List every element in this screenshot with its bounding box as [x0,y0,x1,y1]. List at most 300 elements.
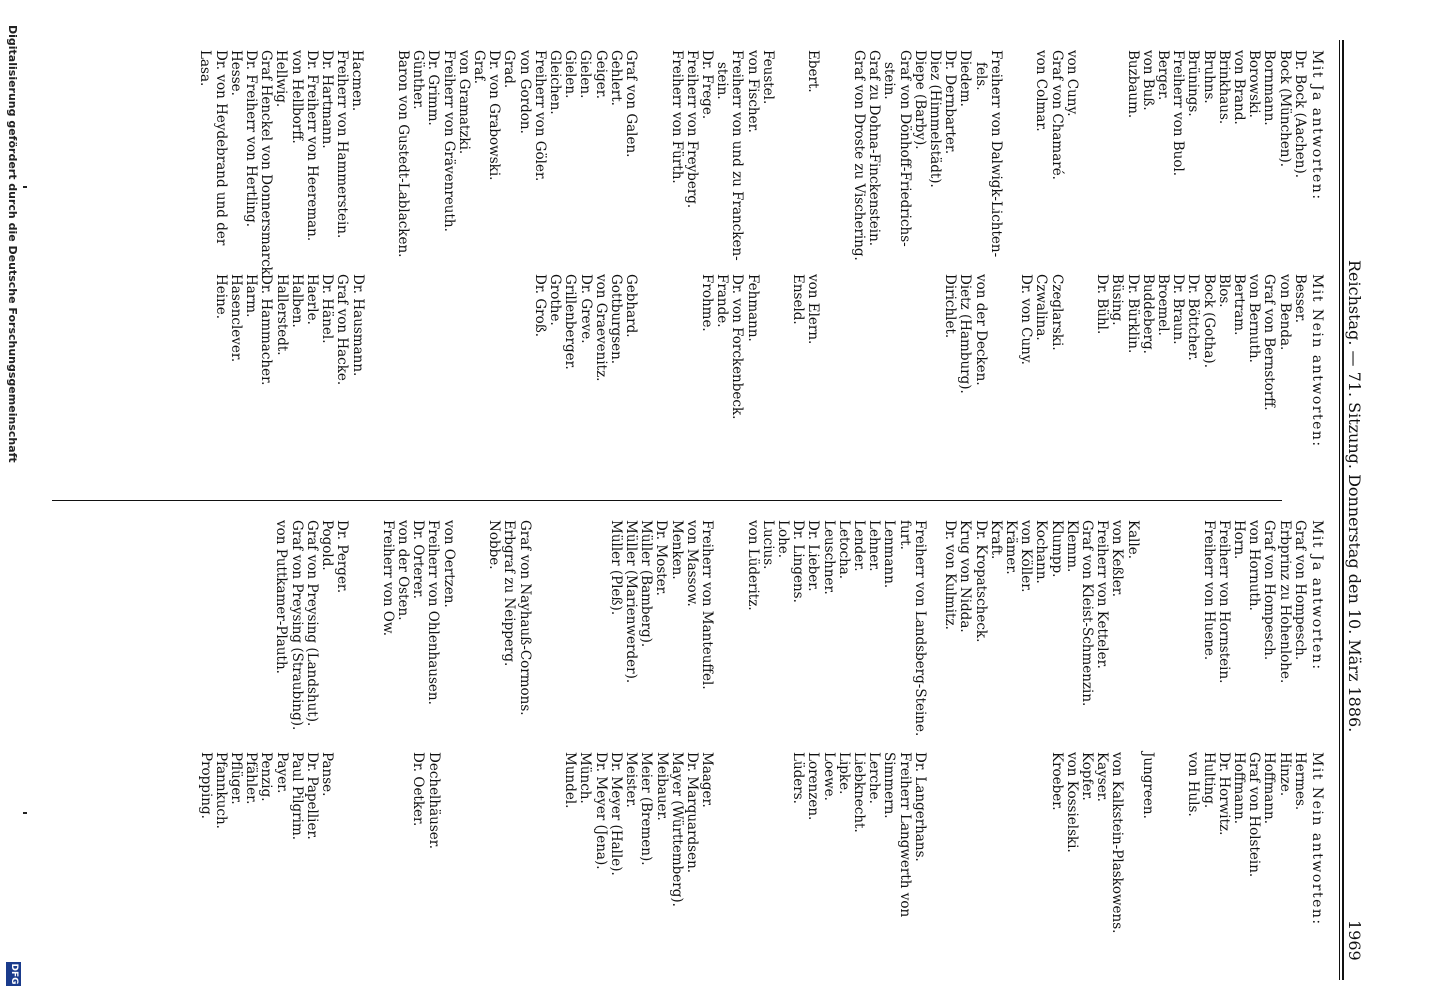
member-name: Dr. Orterer. [410,520,427,600]
member-name: Dr. Frege. [699,50,716,120]
member-name: Brünings. [1185,50,1202,117]
left-yes-column [197,50,1325,280]
member-name: Mayer (Württemberg). [668,752,685,907]
member-name: Kroeber. [1048,752,1065,811]
member-name: Dr. Kropatscheck. [972,520,989,643]
member-name: Lasa. [197,50,214,87]
member-name: Graf Henckel von Donnersmarck. [258,50,275,280]
right-no-column [197,752,1324,992]
member-name: Halben. [288,274,305,328]
spacer [349,520,364,750]
spacer [380,274,395,494]
spacer [972,752,987,992]
spacer [1155,520,1170,750]
member-name: Propping. [197,752,214,819]
spacer [456,752,471,992]
spacer [1124,752,1139,992]
member-name: Maager. [699,752,716,808]
member-name: Hoffmann. [1261,752,1278,825]
member-name: Münch. [577,752,594,804]
spacer [775,274,790,494]
member-name: Buddeberg. [1139,274,1156,354]
spacer [1064,274,1079,494]
member-name: Pflüger. [228,752,245,805]
column-divider [52,500,1282,501]
member-name: Grothe. [547,274,564,326]
member-name: Lenmann. [881,520,898,589]
member-name: Kraft. [987,520,1004,560]
spacer [1109,50,1124,270]
spacer [942,752,957,992]
member-name: Dr. Bock (Aachen). [1291,50,1308,179]
member-name: Dr. Hänel. [319,274,336,344]
spacer [729,752,744,992]
member-name: Dr. Marquardsen. [683,752,700,874]
member-name: Dr. Freiherr von Hertling. [242,50,259,228]
member-name: Enseld. [790,274,807,325]
member-name: Lüders. [790,752,807,804]
member-name: Czwalina. [1033,274,1050,341]
member-name: von Köller. [1018,520,1035,593]
member-name: Freiherr Langwerth von [896,752,913,918]
digitization-credit: Digitalisierung gefördert durch die Deutsche Forschungsgemeinschaft [6,25,19,463]
member-name: Dr. Langerhans. [911,752,928,862]
member-name: Lipke. [835,752,852,795]
spacer [517,274,532,494]
member-name: Graf von Kleist-Schmenzin. [1079,520,1096,707]
member-name: Pfannkuch. [212,752,229,829]
member-name: Müller (Pleß). [607,520,624,616]
member-name: Bock (Gotha). [1200,274,1217,368]
spacer [714,752,729,992]
spacer [1003,752,1018,992]
member-name: Hoffmann. [1230,752,1247,825]
spacer [547,520,562,750]
member-name: Freiherr von und zu Francken- [729,50,746,261]
member-name: Meibauer. [653,752,670,821]
spacer [836,50,851,270]
member-name: Dr. Böttcher. [1185,274,1202,361]
spacer [1003,274,1018,494]
member-name: von Gordon. [516,50,533,134]
member-name: Gleichen. [547,50,564,115]
member-name: Graf. [471,50,487,85]
member-name: Dr. von Heydebrand und der [212,50,229,246]
member-name: Lorenzen. [805,752,822,821]
spacer [517,752,532,992]
member-name: Dr. Lieber. [805,520,822,592]
member-name: Dr. Braun. [1170,274,1187,345]
member-name: Graf von Droste zu Vischering. [850,50,867,261]
member-name: Graf von Chamaré. [1048,50,1065,180]
member-name: Müller (Bamberg). [638,520,655,648]
member-name: Borowski. [1246,50,1263,118]
member-name: Lucius. [759,520,776,570]
member-name: Lohe. [774,520,791,559]
spacer [1155,752,1170,992]
member-name: Geiger. [592,50,609,99]
member-name: Dietz (Hamburg). [957,274,974,394]
member-name: Graf von Hacke. [334,274,351,386]
member-name: von Hellborff. [288,50,305,144]
spacer [1170,752,1185,992]
member-name: Freiherr von Buol. [1170,50,1187,177]
member-name: Harm. [243,274,260,318]
member-name: Freiherr von Hammerstein. [334,50,351,239]
member-name: Dr. Meyer (Halle). [607,752,624,876]
member-name: von Huls. [1185,752,1202,817]
member-name: Dr. Bürklin. [1124,274,1141,354]
member-name: von Fischer. [744,50,761,133]
member-name: Mundel. [562,752,579,809]
member-name: von Puttkamer-Plauth. [273,520,290,674]
member-name: Bock (München). [1276,50,1293,168]
spacer [1140,520,1155,750]
member-name: von Buß. [1139,50,1156,111]
member-name: Dr. Hausmann. [349,274,366,377]
member-name: von Kossielski. [1063,752,1080,853]
member-name: Menken. [668,520,685,580]
member-name: Dr. Hartmann. [319,50,335,149]
spacer [364,50,379,270]
member-name: Graf von Dönhoff-Friedrichs- [896,50,913,247]
member-name: von der Osten. [395,520,412,621]
member-name: von der Decken. [972,274,989,386]
spacer [881,274,896,494]
member-name: Dr. von Cuny. [1018,274,1035,365]
member-name: von Gramatzki. [455,50,472,155]
member-name: Baron von Gustedt-Lablacken. [394,50,411,258]
member-name: Nobbe. [486,520,503,570]
member-name: Dr. Perger. [334,520,351,594]
member-name: Graf von Preysing (Landshut). [303,520,320,727]
spacer [471,520,486,750]
member-name: Grad. [501,50,518,89]
member-name: Meister. [623,752,640,808]
ink-spot [23,186,27,188]
spacer [395,274,410,494]
member-name: von Cuny. [1063,50,1080,117]
spacer [365,274,380,494]
spacer [532,752,547,992]
member-name: Erbgraf zu Neipperg. [501,520,518,667]
member-name: Graf von Nayhauß-Cormons. [516,520,533,716]
member-name: Freiherr von Ow. [379,520,396,637]
spacer [638,50,653,270]
member-name: Graf von Hompesch. [1261,520,1278,661]
member-name: Feustel. [759,50,776,105]
member-name: Freiherr von Freyberg. [683,50,700,209]
spacer [410,274,425,494]
dfg-logo: DFG [6,962,21,986]
spacer [532,520,547,750]
member-name: Hesse. [227,50,244,96]
spacer [927,274,942,494]
member-name: Gottburgsen. [607,274,624,365]
spacer [1003,50,1018,270]
member-name: Kochann. [1033,520,1050,584]
member-name: Hulting. [1200,752,1217,809]
spacer [562,520,577,750]
member-name: Freiherr von Ohlenhausen. [425,520,442,705]
spacer [1079,50,1094,270]
member-name: Krug von Nidda. [957,520,974,633]
member-name: Pfähler. [243,752,260,805]
column-heading: Mit Nein antworten: [1309,752,1325,926]
member-name: von Kalkstein-Plaskowens. [1109,752,1126,934]
member-name: Blos. [1215,274,1232,308]
member-name: Graf von Holstein. [1246,752,1263,878]
member-name: Bornmann. [1261,50,1278,126]
member-name: Diez (Himmelstädt). [927,50,943,188]
member-name: Hacmen. [349,50,366,112]
column-heading: Mit Nein antworten: [1309,274,1325,448]
member-name: Jungreen. [1139,752,1156,819]
member-name: Meier (Bremen). [638,752,655,866]
member-name: Besser. [1291,274,1308,324]
spacer [441,274,456,494]
member-name: Letocha. [835,520,852,580]
column-heading: Mit Ja antworten: [1309,50,1325,201]
member-name: Klemm. [1063,520,1080,573]
spacer [790,50,805,270]
spacer [866,274,881,494]
member-name: Buzbaum. [1124,50,1141,119]
spacer [957,752,972,992]
member-name: Freiherr von Fürth. [668,50,685,184]
member-name: von Hornuth. [1246,520,1263,611]
member-name: Klumpp. [1048,520,1065,578]
member-name: Freiherr von Grävenreuth. [440,50,457,232]
member-name: Frande. [714,274,731,328]
spacer [547,752,562,992]
ink-spot [23,812,27,814]
member-name: Simmern. [881,752,898,819]
member-name: Dr. Papellier. [304,752,321,840]
member-name: Freiherr von Landsberg-Steine. [911,520,928,737]
member-name: Dr. Oetker. [410,752,427,827]
spacer [380,752,395,992]
member-name: von Brand. [1230,50,1247,125]
spacer [486,274,501,494]
member-name: Graf von Bernstorff. [1261,274,1278,411]
spacer [988,752,1003,992]
spacer [486,752,501,992]
member-name: Gehlert. [607,50,624,106]
member-name: Diepe (Barby). [911,50,928,150]
spacer [836,274,851,494]
spacer [1033,752,1048,992]
member-name: von Bernuth. [1246,274,1263,363]
member-name: Kalle. [1124,520,1141,560]
member-name: Lerche. [866,752,883,804]
member-name: Hinze. [1276,752,1293,797]
member-name: Diedem. [957,50,974,107]
member-name: furt. [896,520,913,550]
spacer [760,274,775,494]
member-name: Haerle. [304,274,321,325]
right-yes-column [273,520,1324,750]
spacer [896,274,911,494]
spacer [471,752,486,992]
member-name: Dr. Horwitz. [1215,752,1232,836]
spacer [577,520,592,750]
spacer [638,274,653,494]
spacer [1094,50,1109,270]
spacer [927,752,942,992]
member-name: Freiherr von Ketteler. [1094,520,1111,669]
member-name: Gebhard. [623,274,640,338]
member-name: Bruhns. [1200,50,1217,104]
member-name: Graf von Hompesch. [1291,520,1308,661]
member-name: Ebert. [805,50,822,93]
member-name: Panse. [319,752,336,797]
member-name: Graf von Preysing (Straubing). [288,520,305,731]
running-header: Reichstag. — 71. Sitzung. Donnerstag den 10. März 1886. [1345,260,1364,733]
member-name: Penzig. [258,752,275,802]
spacer [775,50,790,270]
member-name: stein. [714,62,731,100]
member-name: Hermes. [1291,752,1308,811]
member-name: Dr. Moster. [653,520,670,596]
member-name: von Elern. [805,274,822,345]
member-name: Freiherr von Manteuffel. [698,520,715,690]
spacer [820,274,835,494]
spacer [592,520,607,750]
member-name: Leuschner. [820,520,837,595]
member-name: Horn. [1230,520,1247,560]
member-name: Dechelhäuser. [425,752,442,849]
member-name: Graf zu Dohna-Finckenstein. [866,50,883,247]
member-name: fels. [972,62,989,91]
spacer [349,752,364,992]
spacer [684,274,699,494]
spacer [441,752,456,992]
member-name: Gielen. [562,50,579,99]
member-name: von Graevenitz. [592,274,609,382]
spacer [1018,50,1033,270]
member-name: Brinkhaus. [1215,50,1232,125]
member-name: Berger. [1154,50,1171,101]
member-name: Dr. von Forckenbeck. [729,274,746,420]
member-name: Pogold. [319,520,336,571]
member-name: Erbprinz zu Hohenlohe. [1276,520,1293,684]
spacer [456,520,471,750]
member-name: Dr. von Kulmitz. [942,520,959,630]
member-name: Müller (Marienwerder). [622,520,639,684]
member-name: Fehmann. [744,274,761,342]
member-name: Dirichlet. [942,274,959,339]
member-name: Hallerstedt. [273,274,290,356]
top-rule [1342,40,1344,980]
member-name: stein. [881,62,898,100]
spacer [714,520,729,750]
member-name: Dr. von Grabowski. [486,50,503,181]
member-name: Gielen. [577,50,594,99]
spacer [456,274,471,494]
member-name: Büsing. [1109,274,1126,326]
member-name: Dr. Grimm. [425,50,442,126]
spacer [365,752,380,992]
member-name: Dr. Bühl. [1094,274,1111,335]
spacer [1185,520,1200,750]
spacer [927,520,942,750]
member-name: Krämer. [1003,520,1019,575]
member-name: Kayser. [1094,752,1111,802]
member-name: von Colmar. [1033,50,1050,132]
member-name: Paul Pilgrim. [288,752,305,841]
member-name: Freiherr von Göler. [531,50,548,182]
spacer [851,274,866,494]
member-name: Loewe. [820,752,837,801]
spacer [364,520,379,750]
member-name: Hasenclever. [228,274,245,363]
member-name: Freiherr von Hornstein. [1215,520,1232,684]
spacer [501,752,516,992]
spacer [745,752,760,992]
member-name: Liebknecht. [851,752,868,833]
spacer [501,274,516,494]
member-name: von Oertzen. [440,520,457,608]
spacer [1079,274,1094,494]
member-name: Heine. [212,274,229,320]
member-name: Lehner. [866,520,883,572]
member-name: Dr. Meyer (Jena). [592,752,609,870]
member-name: von Massow. [683,520,700,607]
member-name: Kopfer. [1079,752,1095,801]
spacer [760,752,775,992]
spacer [380,50,395,270]
member-name: von Keßler. [1109,520,1126,598]
member-name: Dr. Hammacher. [258,274,275,386]
member-name: Bertram. [1230,274,1247,336]
member-name: Günther. [410,50,427,110]
top-rule-thin [1339,40,1340,980]
member-name: Grillenberger. [562,274,579,370]
member-name: Broemel. [1154,274,1171,336]
spacer [653,50,668,270]
spacer [1170,520,1185,750]
member-name: Czeglarski. [1048,274,1065,351]
spacer [1018,752,1033,992]
spacer [820,50,835,270]
column-heading: Mit Ja antworten: [1309,520,1325,671]
member-name: Lender. [850,520,867,572]
member-name: Dr. Lingens. [790,520,807,603]
spacer [912,274,927,494]
spacer [653,274,668,494]
member-name: Hellwig. [273,50,290,108]
member-name: Dr. Freiherr von Heereman. [303,50,320,242]
member-name: von Lüderitz. [744,520,761,611]
spacer [395,752,410,992]
member-name: Freiherr von Dalwigk-Lichten- [987,50,1004,258]
spacer [471,274,486,494]
spacer [775,752,790,992]
spacer [669,274,684,494]
member-name: Dr. Greve. [577,274,594,344]
left-no-column [213,274,1324,494]
spacer [729,520,744,750]
member-name: Frohme. [699,274,716,332]
member-name: Dr. Dernbarter. [942,50,959,155]
spacer [988,274,1003,494]
member-name: Graf von Galen. [623,50,640,158]
member-name: Dr. Groß. [531,274,548,338]
spacer [334,752,349,992]
member-name: von Benda. [1276,274,1293,351]
member-name: Payer. [273,752,290,794]
